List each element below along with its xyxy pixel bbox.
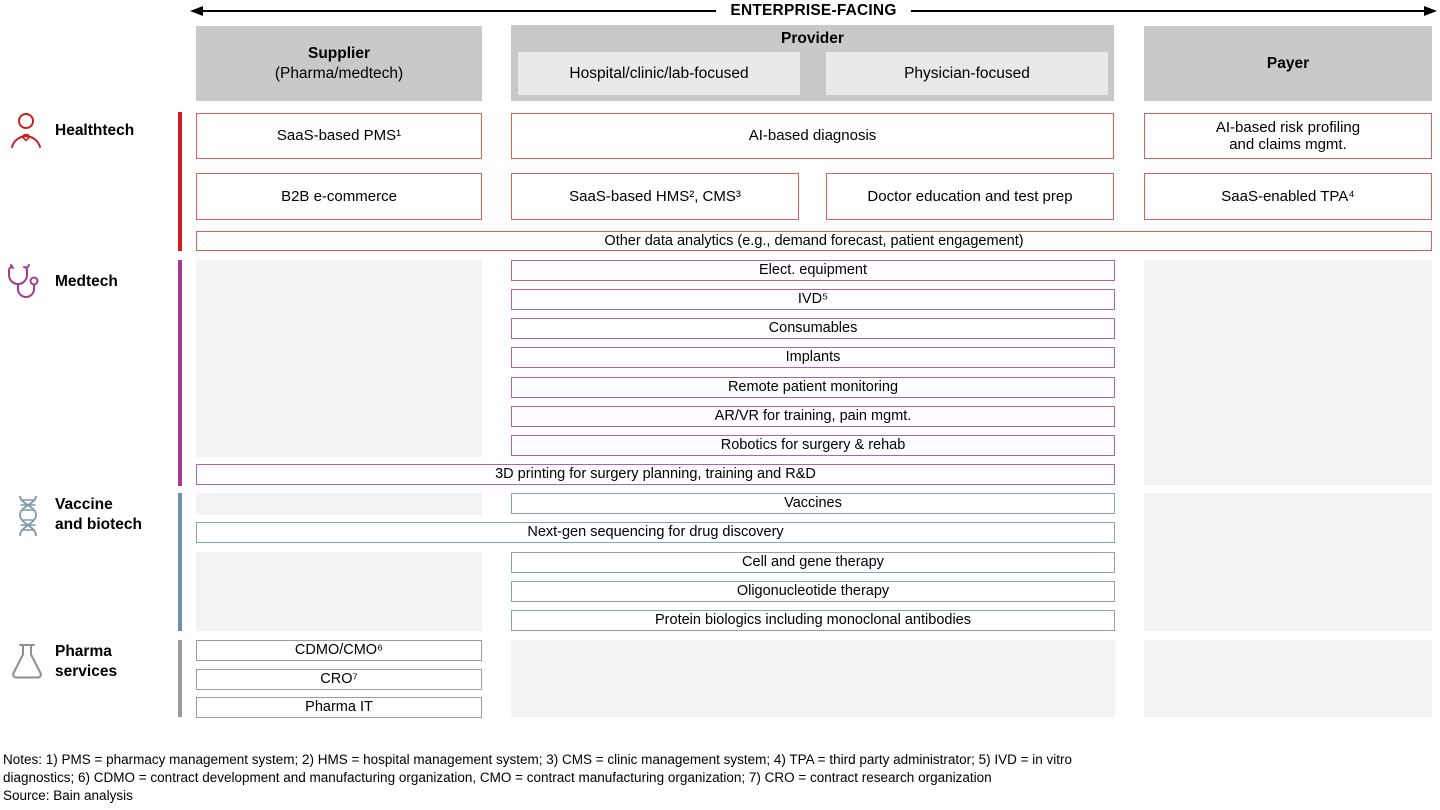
cell-cro: CRO⁷ [196, 669, 482, 690]
cell-next-gen-sequencing: Next-gen sequencing for drug discovery [196, 522, 1115, 543]
row-label-healthtech: Healthtech [55, 122, 135, 139]
provider-title: Provider [781, 30, 844, 47]
cell-hms-cms: SaaS-based HMS², CMS³ [511, 173, 799, 220]
column-subheader-physician: Physician-focused [826, 52, 1108, 95]
row-label-vaccine-line1: Vaccine [55, 496, 113, 513]
supplier-subtitle: (Pharma/medtech) [274, 64, 404, 82]
cell-consumables: Consumables [511, 318, 1115, 339]
arrow-right-icon [1424, 6, 1437, 16]
notes-line2: diagnostics; 6) CDMO = contract development and manufacturing organization, CMO = contract manufacturing organization; 7) CRO = contract research organization [3, 769, 992, 785]
placeholder-pharma-payer [1144, 640, 1432, 717]
footer-notes [3, 751, 1437, 805]
dna-icon [12, 494, 44, 538]
cell-implants: Implants [511, 347, 1115, 368]
row-label-pharma-line1: Pharma [55, 643, 112, 660]
placeholder-vaccine-payer [1144, 493, 1432, 631]
arrow-left-icon [190, 6, 203, 16]
cell-other-analytics: Other data analytics (e.g., demand forecast, patient engagement) [196, 231, 1432, 251]
cell-ar-vr: AR/VR for training, pain mgmt. [511, 406, 1115, 427]
cell-3d-printing: 3D printing for surgery planning, training and R&D [196, 464, 1115, 485]
cell-protein-biologics: Protein biologics including monoclonal antibodies [511, 610, 1115, 631]
row-label-pharma [55, 642, 117, 682]
cell-cdmo-cmo: CDMO/CMO⁶ [196, 640, 482, 661]
stethoscope-icon [4, 261, 46, 303]
cell-robotics: Robotics for surgery & rehab [511, 435, 1115, 456]
notes-line1: Notes: 1) PMS = pharmacy management system; 2) HMS = hospital management system; 3) CMS = clinic management system; 4) TPA = third party administrator; 5) IVD = in vitro [3, 752, 1073, 767]
row-label-vaccine-line2: and biotech [55, 516, 142, 534]
cell-cell-gene-therapy: Cell and gene therapy [511, 552, 1115, 573]
column-header-provider [511, 25, 1114, 101]
cell-risk-profiling-line2: and claims mgmt. [1229, 136, 1347, 153]
cell-tpa: SaaS-enabled TPA⁴ [1144, 173, 1432, 220]
pharma-category-bar [178, 640, 182, 717]
cell-remote-monitoring: Remote patient monitoring [511, 377, 1115, 398]
cell-ivd: IVD⁵ [511, 289, 1115, 310]
row-label-vaccine [55, 495, 142, 535]
cell-elect-equipment: Elect. equipment [511, 260, 1115, 281]
enterprise-facing-axis [190, 3, 1437, 19]
axis-line-left [203, 10, 716, 12]
axis-label: ENTERPRISE-FACING [730, 2, 897, 19]
payer-title: Payer [1266, 54, 1310, 72]
cell-vaccines: Vaccines [511, 493, 1115, 514]
cell-b2b-ecommerce: B2B e-commerce [196, 173, 482, 220]
placeholder-pharma-provider [511, 640, 1115, 717]
column-header-payer [1144, 26, 1432, 101]
supplier-title: Supplier [307, 45, 370, 63]
cell-oligonucleotide: Oligonucleotide therapy [511, 581, 1115, 602]
placeholder-medtech-payer [1144, 260, 1432, 485]
medtech-category-bar [178, 260, 182, 486]
cell-doctor-education: Doctor education and test prep [826, 173, 1114, 220]
flask-icon [8, 642, 46, 684]
vaccine-category-bar [178, 493, 182, 631]
person-heart-icon [8, 112, 44, 150]
row-label-medtech: Medtech [55, 273, 118, 290]
placeholder-vaccine-supplier-1 [196, 493, 482, 515]
cell-ai-diagnosis: AI-based diagnosis [511, 113, 1114, 159]
cell-pharma-it: Pharma IT [196, 697, 482, 718]
column-header-supplier [196, 26, 482, 101]
cell-risk-profiling-line1: AI-based risk profiling [1215, 118, 1361, 136]
placeholder-vaccine-supplier-2 [196, 552, 482, 631]
row-label-pharma-line2: services [55, 663, 118, 681]
source-line: Source: Bain analysis [3, 787, 133, 803]
placeholder-medtech-supplier [196, 260, 482, 457]
cell-risk-profiling [1144, 113, 1432, 159]
column-subheader-hospital: Hospital/clinic/lab-focused [518, 52, 800, 95]
axis-line-right [911, 10, 1424, 12]
healthtech-category-bar [178, 112, 182, 251]
cell-saas-pms: SaaS-based PMS¹ [196, 113, 482, 159]
